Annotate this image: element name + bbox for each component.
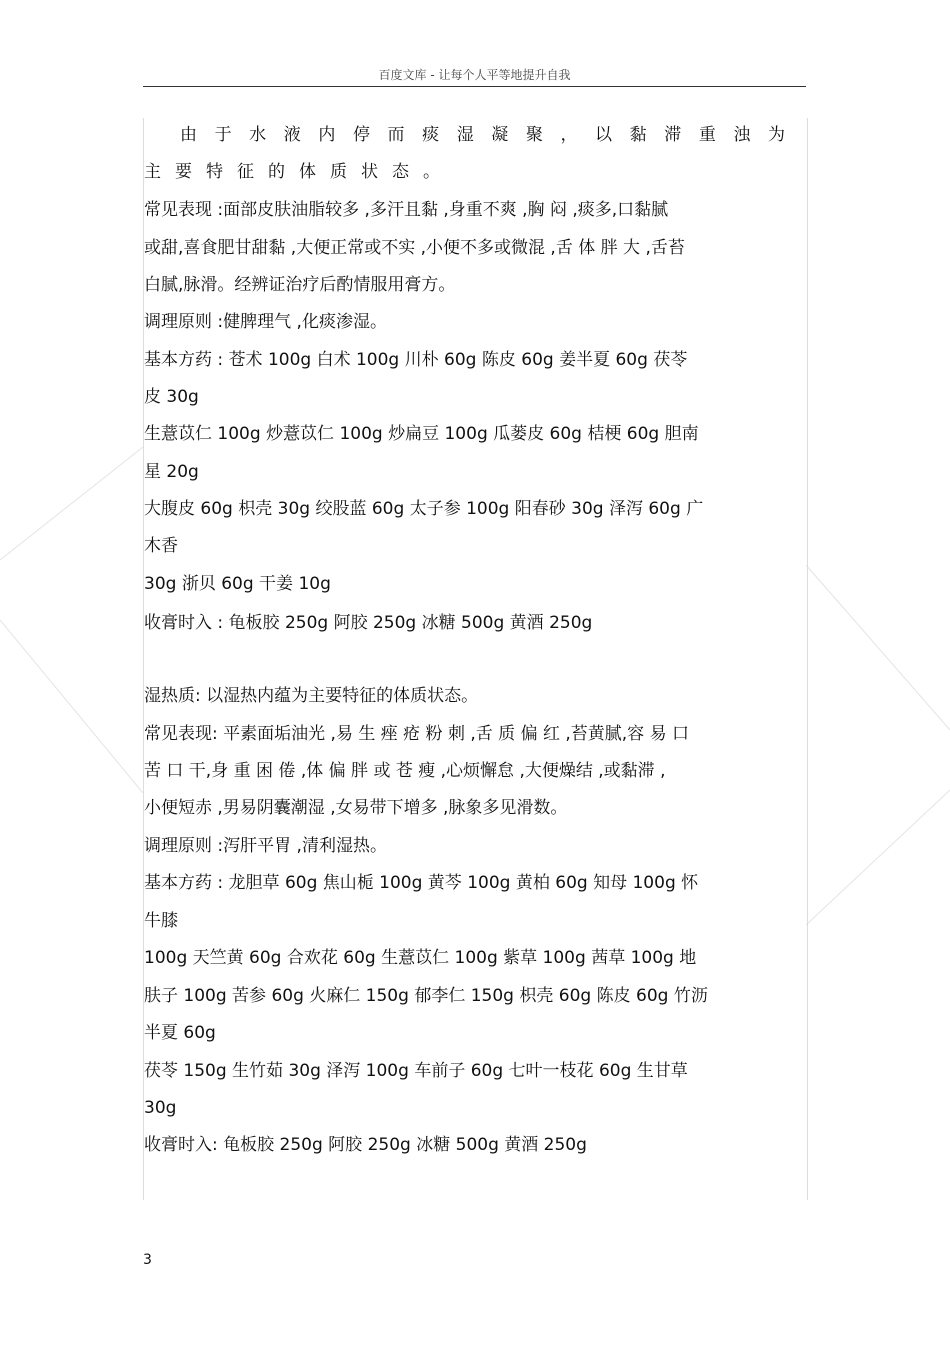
paragraph-line: 小便短赤 ,男易阴囊潮湿 ,女易带下增多 ,脉象多见滑数。 — [144, 798, 568, 818]
paragraph-line: 常见表现: 平素面垢油光 ,易 生 痤 疮 粉 刺 ,舌 质 偏 红 ,苔黄腻,容 易 口 — [144, 724, 689, 744]
paragraph-line: 收膏时入 : 龟板胶 250g 阿胶 250g 冰糖 500g 黄酒 250g — [144, 613, 593, 633]
paragraph-line: 生薏苡仁 100g 炒薏苡仁 100g 炒扁豆 100g 瓜蒌皮 60g 桔梗 60g 胆南 — [144, 424, 699, 444]
paragraph-line: 30g — [144, 1098, 177, 1118]
paragraph-line: 主要特征的体质状态。 — [144, 162, 454, 182]
paragraph-line: 白腻,脉滑。经辨证治疗后酌情服用膏方。 — [144, 275, 456, 295]
paragraph-line: 常见表现 :面部皮肤油脂较多 ,多汗且黏 ,身重不爽 ,胸 闷 ,痰多,口黏腻 — [144, 200, 669, 220]
paragraph-line: 木香 — [144, 536, 178, 556]
paragraph-line: 半夏 60g — [144, 1023, 216, 1043]
paragraph-line: 调理原则 :健脾理气 ,化痰渗湿。 — [144, 312, 387, 332]
paragraph-line: 由于水液内停而痰湿凝聚，以黏滞重浊为 — [180, 125, 786, 145]
paragraph-line: 基本方药 : 苍术 100g 白术 100g 川朴 60g 陈皮 60g 姜半夏 60g 茯苓 — [144, 350, 688, 370]
paragraph-line: 肤子 100g 苦参 60g 火麻仁 150g 郁李仁 150g 枳壳 60g 陈皮 60g 竹沥 — [144, 986, 708, 1006]
paragraph-line: 100g 天竺黄 60g 合欢花 60g 生薏苡仁 100g 紫草 100g 茜草 100g 地 — [144, 948, 697, 968]
paragraph-line: 皮 30g — [144, 387, 199, 407]
paragraph-line: 大腹皮 60g 枳壳 30g 绞股蓝 60g 太子参 100g 阳春砂 30g 泽泻 60g 广 — [144, 499, 704, 519]
paragraph-line: 收膏时入: 龟板胶 250g 阿胶 250g 冰糖 500g 黄酒 250g — [144, 1135, 587, 1155]
paragraph-line: 湿热质: 以湿热内蕴为主要特征的体质状态。 — [144, 686, 479, 706]
paragraph-line: 调理原则 :泻肝平胃 ,清利湿热。 — [144, 836, 387, 856]
paragraph-line: 苦 口 干,身 重 困 倦 ,体 偏 胖 或 苍 瘦 ,心烦懈怠 ,大便燥结 ,或黏滞 , — [144, 761, 666, 781]
page-number: 3 — [143, 1252, 152, 1268]
paragraph-line: 星 20g — [144, 462, 199, 482]
page-header: 百度文库 - 让每个人平等地提升自我 — [143, 66, 806, 87]
paragraph-line: 牛膝 — [144, 911, 178, 931]
paragraph-line: 30g 浙贝 60g 干姜 10g — [144, 574, 331, 594]
paragraph-line: 基本方药 : 龙胆草 60g 焦山栀 100g 黄芩 100g 黄柏 60g 知母 100g 怀 — [144, 873, 699, 893]
paragraph-line: 茯苓 150g 生竹茹 30g 泽泻 100g 车前子 60g 七叶一枝花 60g 生甘草 — [144, 1061, 688, 1081]
paragraph-line: 或甜,喜食肥甘甜黏 ,大便正常或不实 ,小便不多或微混 ,舌 体 胖 大 ,舌苔 — [144, 238, 685, 258]
